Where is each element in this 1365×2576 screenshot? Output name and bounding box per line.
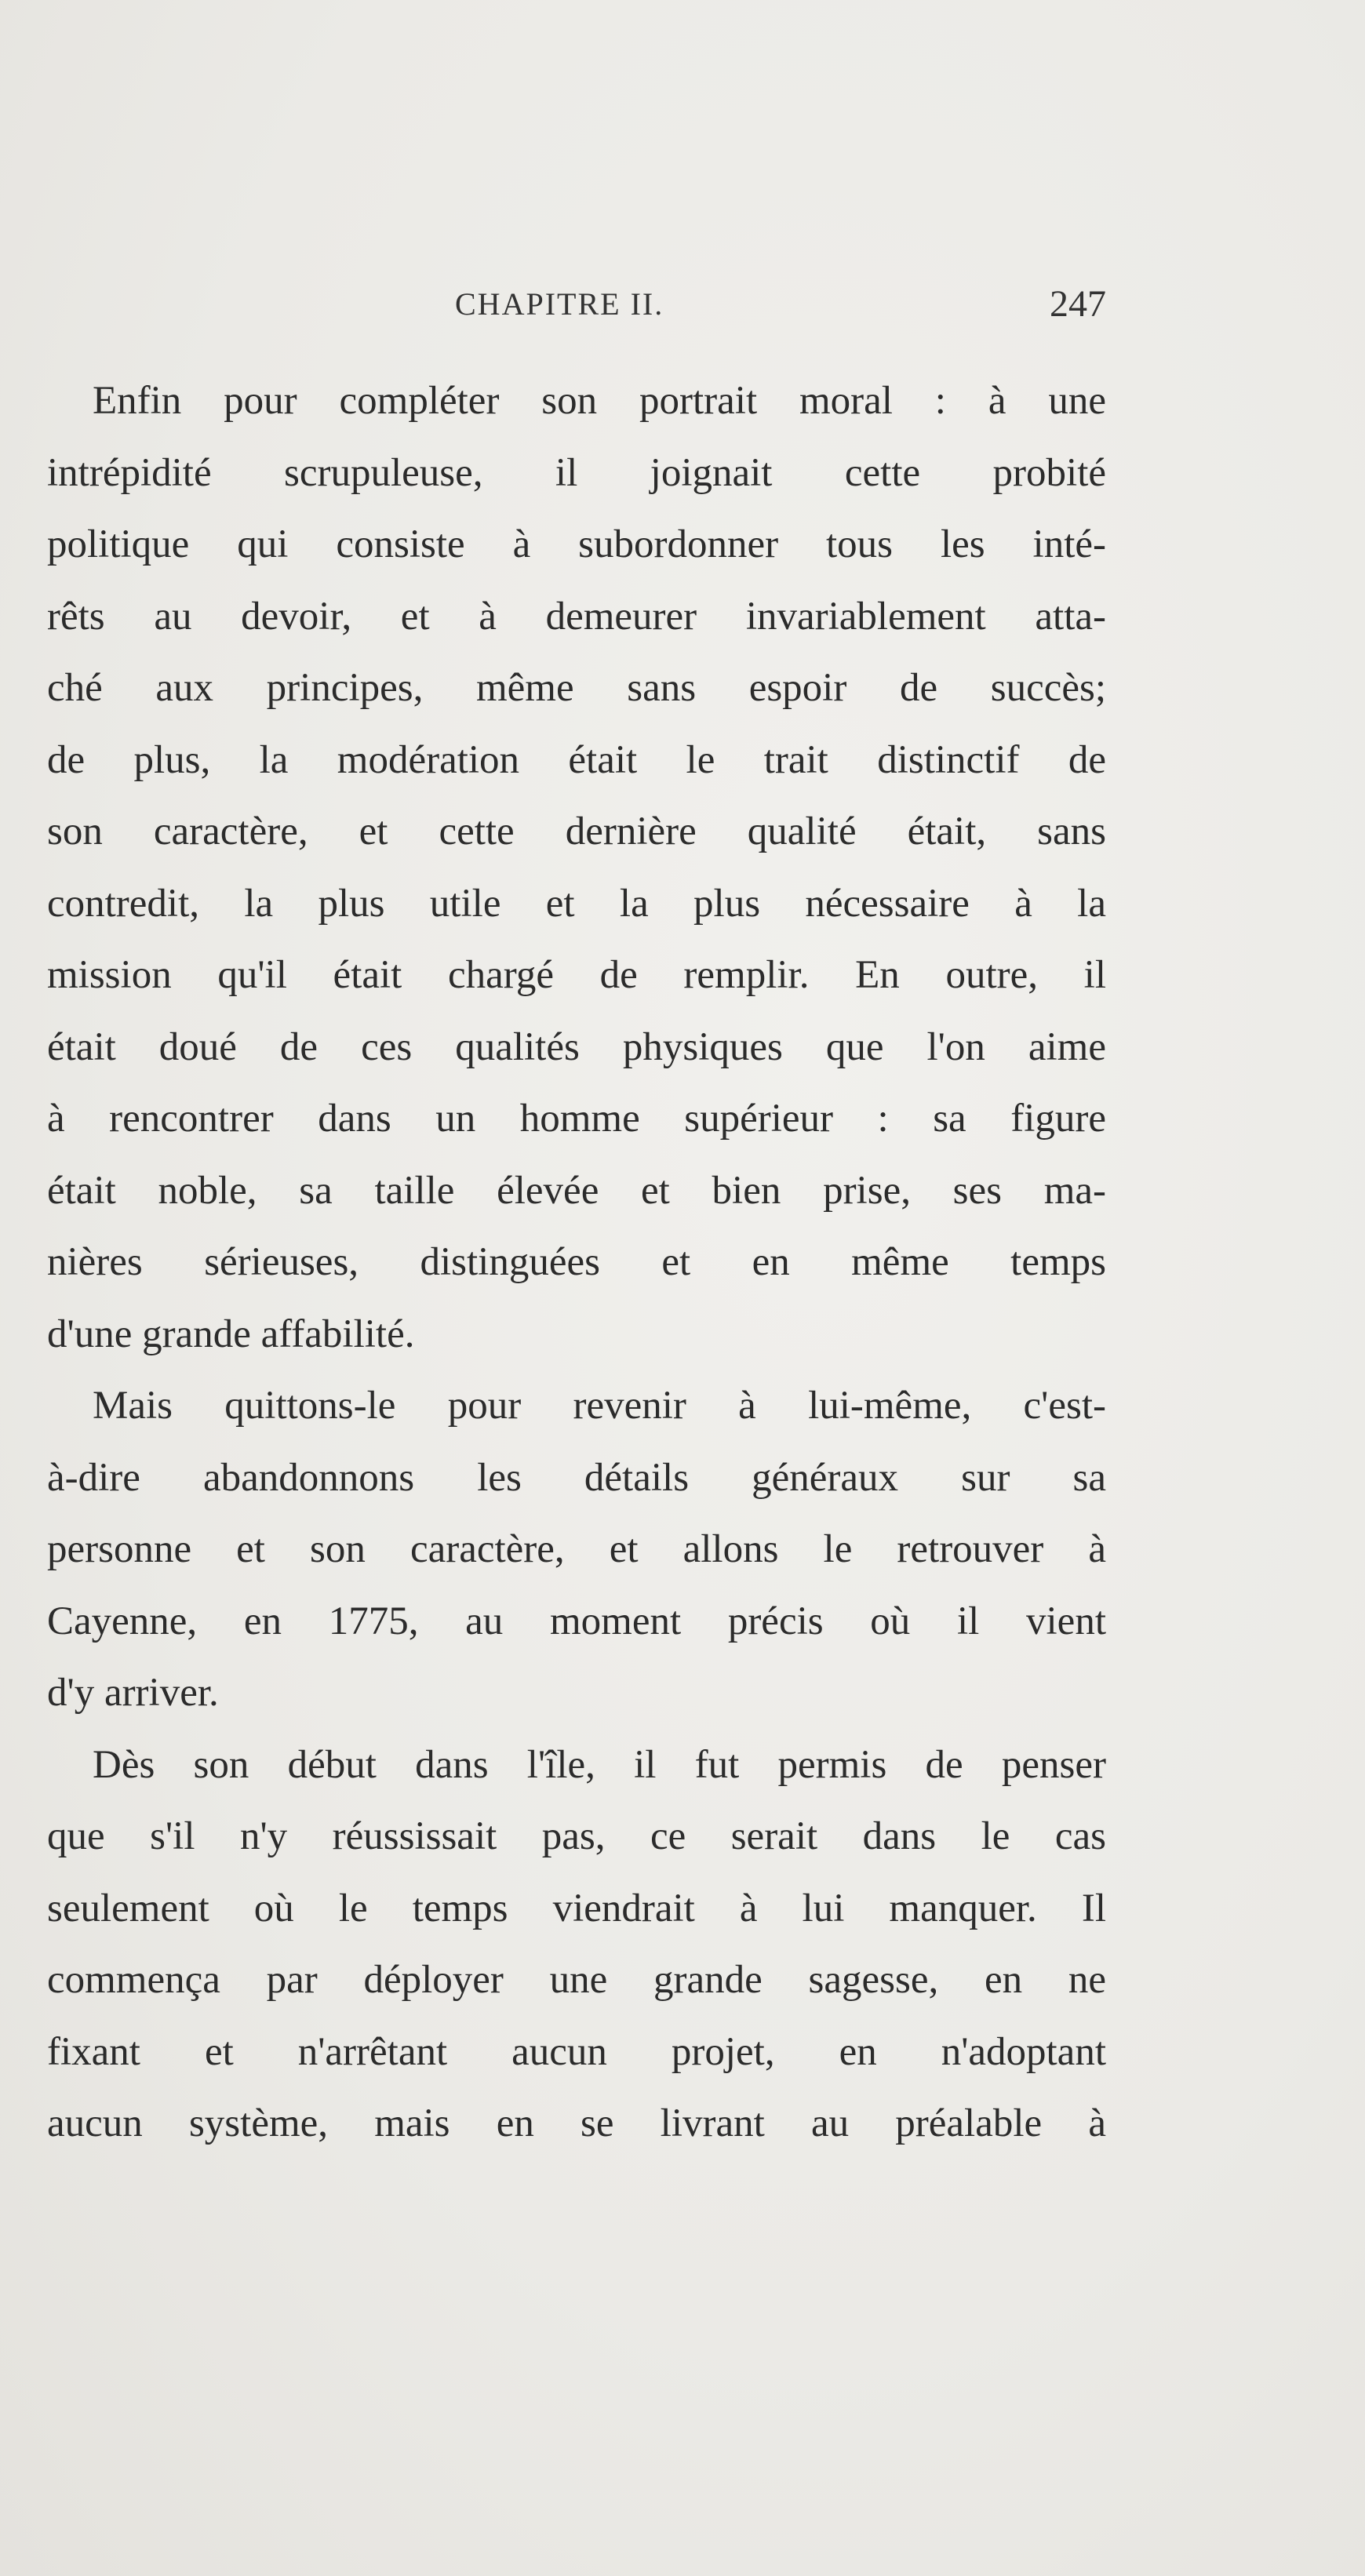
paragraph-1 (47, 366, 1106, 1370)
text-line: à-dire abandonnons les détails généraux sur sa (47, 1455, 1106, 1500)
text-line: était noble, sa taille élevée et bien prise, ses ma- (47, 1168, 1106, 1213)
text-line: mission qu'il était chargé de remplir. En outre, il (47, 953, 1106, 997)
text-line: était doué de ces qualités physiques que l'on aime (47, 1024, 1106, 1069)
running-head (47, 282, 1106, 329)
text-line: Cayenne, en 1775, au moment précis où il vient (47, 1599, 1106, 1643)
text-line: ché aux principes, même sans espoir de succès; (47, 666, 1106, 710)
body-text (47, 366, 1106, 2160)
text-line: aucun système, mais en se livrant au préalable à (47, 2101, 1106, 2145)
text-line: que s'il n'y réussissait pas, ce serait dans le cas (47, 1814, 1106, 1858)
text-line: fixant et n'arrêtant aucun projet, en n'adoptant (47, 2029, 1106, 2074)
paragraph-3 (47, 1730, 1106, 2160)
text-line: Mais quittons-le pour revenir à lui-même, c'est- (93, 1384, 1106, 1428)
text-line: Dès son début dans l'île, il fut permis de penser (93, 1742, 1106, 1787)
text-line: Enfin pour compléter son portrait moral : à une (93, 379, 1106, 423)
text-line: son caractère, et cette dernière qualité était, sans (47, 810, 1106, 853)
text-line: politique qui consiste à subordonner tous les inté- (47, 522, 1106, 566)
chapter-title: CHAPITRE II. (455, 286, 664, 322)
text-line: intrépidité scrupuleuse, il joignait cette probité (47, 450, 1106, 495)
text-line: rêts au devoir, et à demeurer invariablement atta- (47, 594, 1106, 639)
text-line: d'une grande affabilité. (47, 1312, 415, 1356)
text-line: seulement où le temps viendrait à lui manquer. Il (47, 1886, 1106, 1930)
text-line: à rencontrer dans un homme supérieur : sa figure (47, 1097, 1106, 1141)
text-line: d'y arriver. (47, 1671, 219, 1715)
page-number: 247 (1050, 283, 1106, 325)
text-line: personne et son caractère, et allons le retrouver à (47, 1527, 1106, 1571)
text-line: nières sérieuses, distinguées et en même temps (47, 1240, 1106, 1284)
paragraph-2 (47, 1370, 1106, 1730)
text-line: contredit, la plus utile et la plus nécessaire à la (47, 881, 1106, 926)
text-line: commença par déployer une grande sagesse, en ne (47, 1958, 1106, 2002)
text-line: de plus, la modération était le trait distinctif de (47, 737, 1106, 782)
